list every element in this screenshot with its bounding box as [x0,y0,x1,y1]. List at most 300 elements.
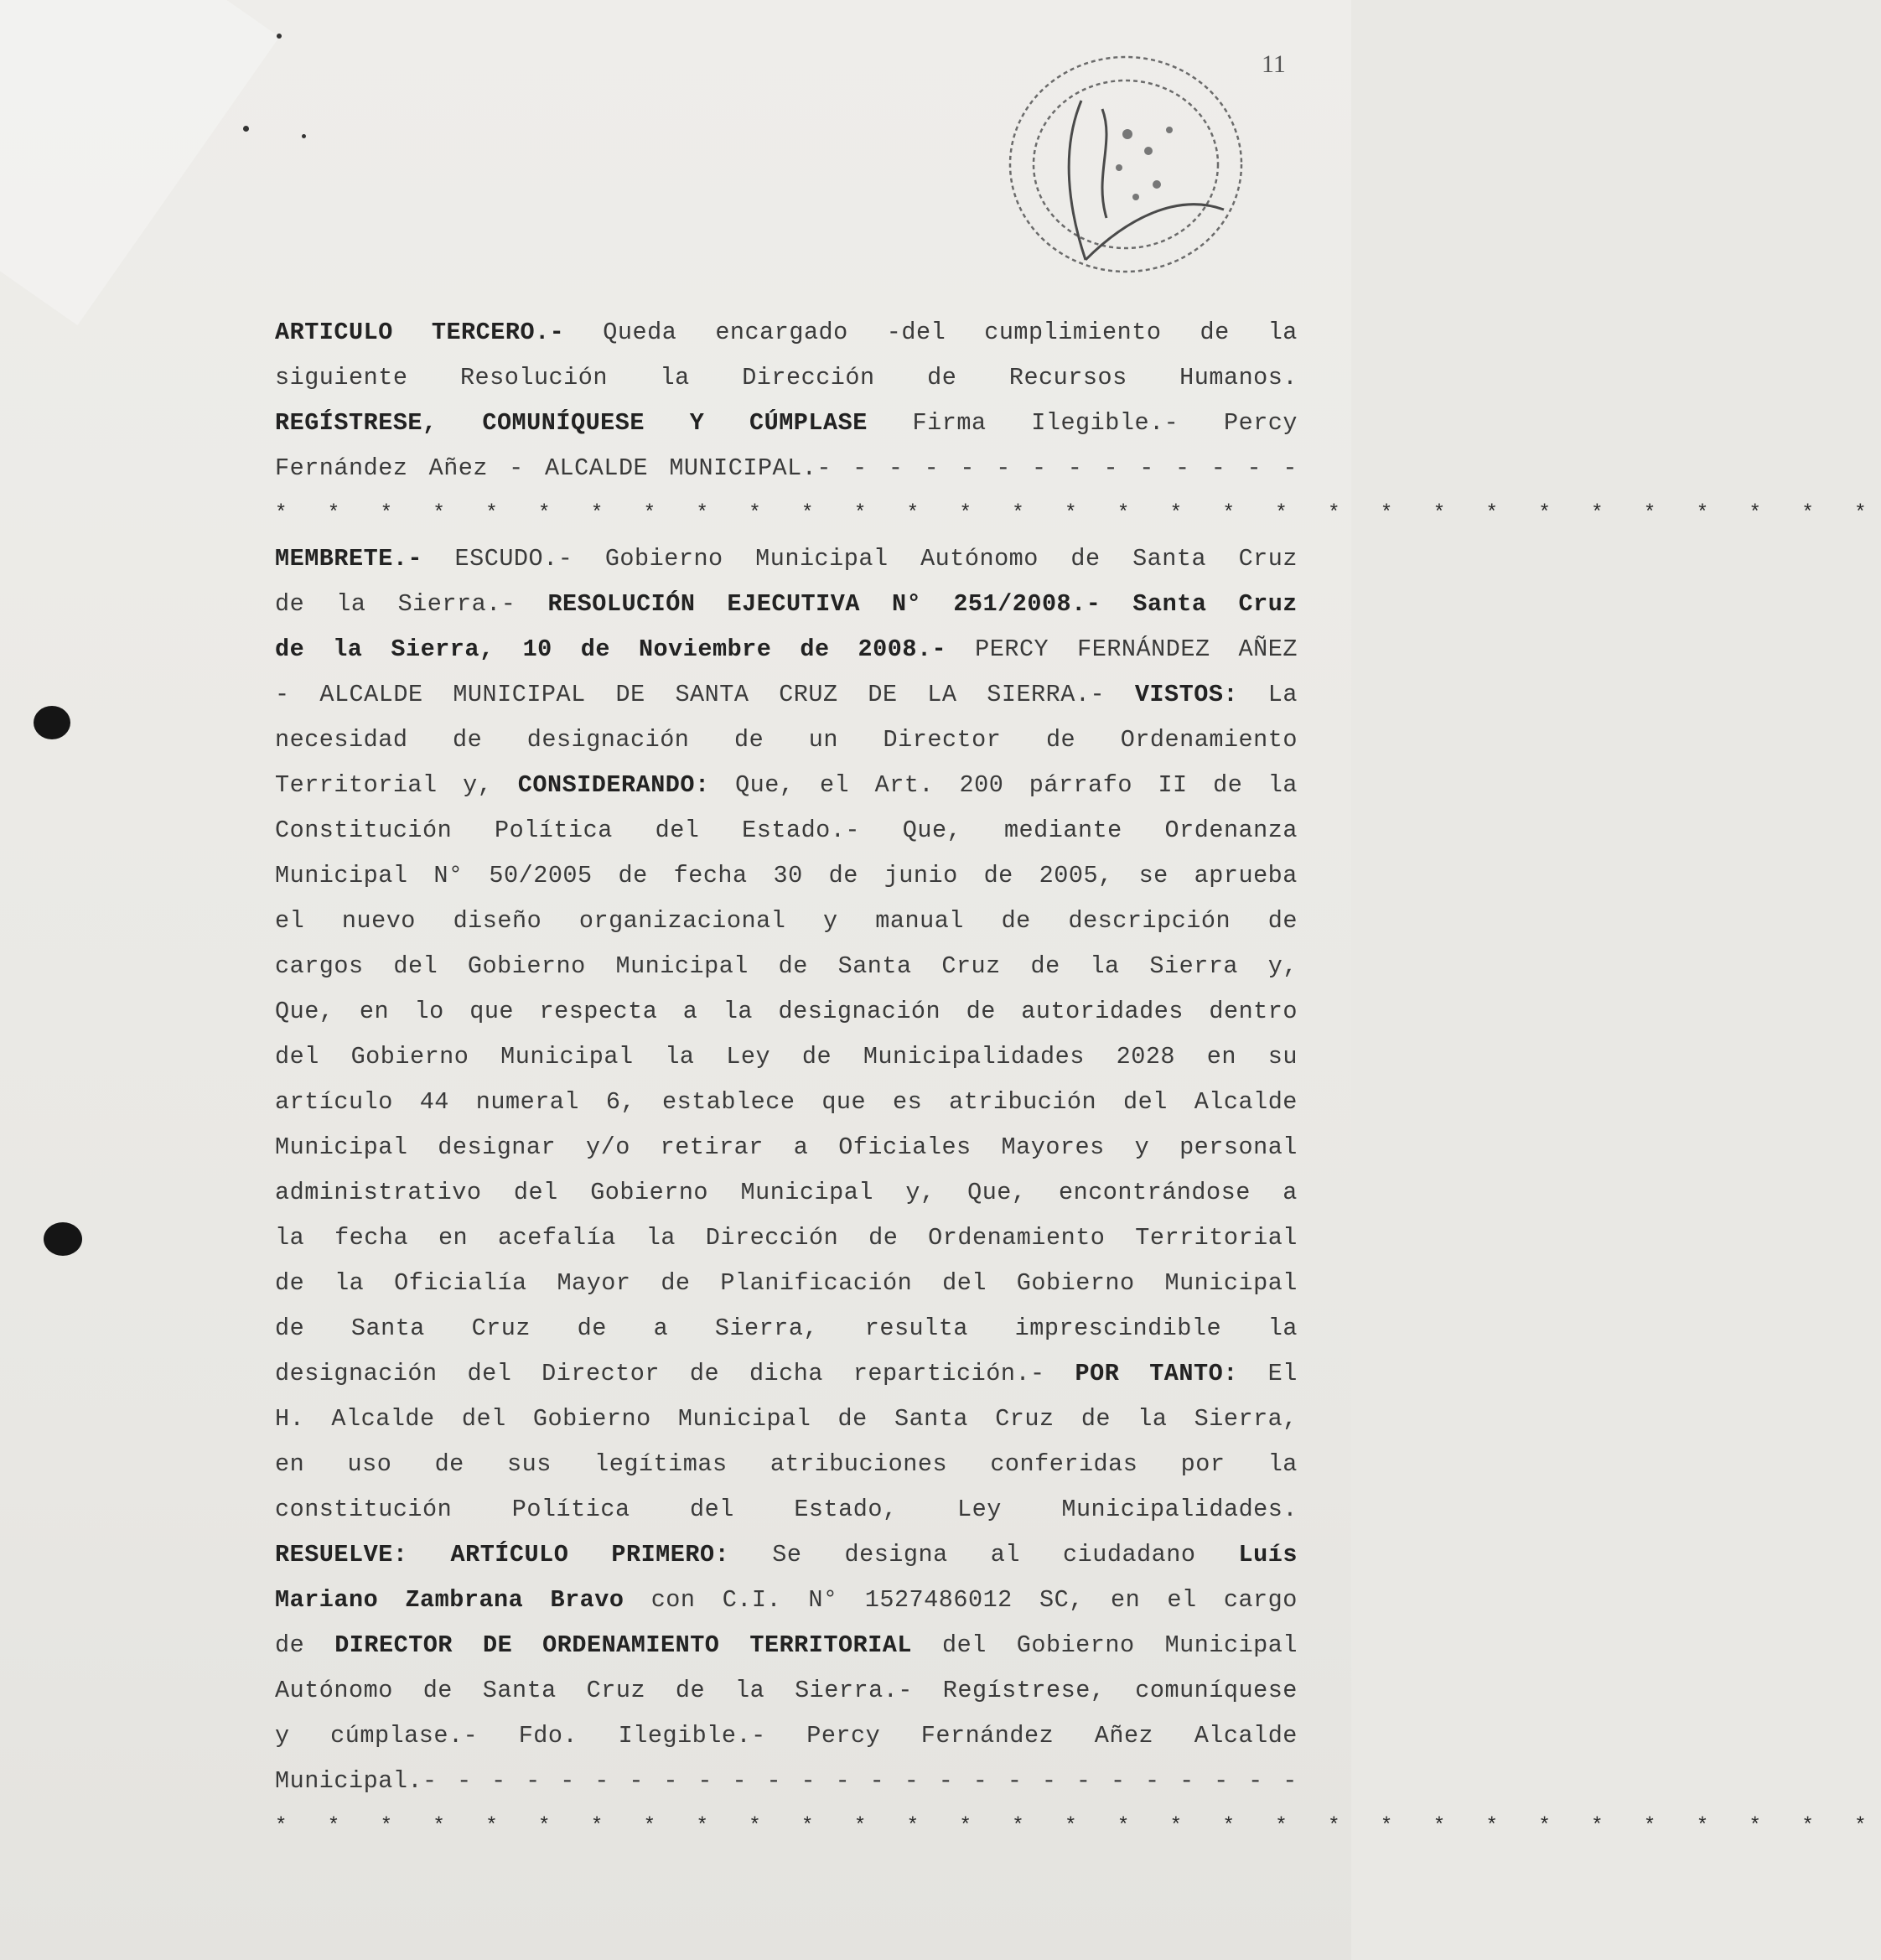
word: Añez [428,454,489,482]
word: con [650,1586,696,1614]
text-line [275,1306,1298,1351]
word: CRUZ [779,681,838,708]
word: MUNICIPAL [453,681,586,708]
word: la [334,1269,365,1297]
word: - [852,454,868,482]
word: del [393,952,438,980]
word: cargos [275,952,364,980]
word: TERRITORIAL [749,1631,913,1659]
word: ESCUDO.- [454,545,573,573]
text-line [275,537,1298,582]
word: - [1179,1767,1194,1795]
word: Dirección [742,364,875,391]
word: aprueba [1194,862,1298,889]
word: ALCALDE [544,454,649,482]
word: Santa [1132,590,1207,618]
word: párrafo [1029,771,1132,799]
word: la [665,1043,695,1071]
word: la [1267,771,1298,799]
word: comuníquese [1135,1677,1298,1704]
word: Fdo. [518,1722,578,1750]
word: Queda [603,319,677,346]
word: Que, [902,817,962,844]
word: EJECUTIVA [727,590,860,618]
word: retirar [660,1133,764,1161]
word: Sierra, [391,635,495,663]
word: Santa [894,1405,968,1433]
text-line [275,1714,1298,1759]
word: de [1045,726,1076,754]
word: de [1080,1405,1112,1433]
word: - [1103,454,1119,482]
text-line [275,1080,1298,1125]
word: del [655,817,700,844]
word: 251/2008.- [953,590,1101,618]
word: Mariano [275,1586,379,1614]
word: H. [275,1405,305,1433]
word: de [1030,952,1060,980]
word: de [275,1314,305,1342]
text-line [275,1623,1298,1668]
word: 2008.- [858,635,947,663]
word: de [689,1360,720,1387]
word: del [467,1360,512,1387]
word: TERCERO.- [431,319,565,346]
word: en [1111,1586,1141,1614]
text-line [275,989,1298,1034]
word: 50/2005 [489,862,593,889]
word: Municipal [615,952,749,980]
word: Director [542,1360,660,1387]
word: Santa [1132,545,1207,573]
word: - [457,1767,472,1795]
word: ARTÍCULO [450,1541,569,1569]
word: Noviembre [638,635,772,663]
word: - [275,681,290,708]
word: 10 [522,635,552,663]
word: - [697,1767,713,1795]
text-line [275,401,1298,446]
word: DIRECTOR [334,1631,453,1659]
word: - [560,1767,575,1795]
word: - [732,1767,748,1795]
word: Que, [735,771,795,799]
word: - [835,1767,851,1795]
word: autoridades [1021,998,1184,1025]
word: del [461,1405,506,1433]
word: que [821,1088,867,1116]
word: Municipalidades [863,1043,1085,1071]
text-line [275,1532,1298,1578]
word: Percy [1223,409,1298,437]
word: Dirección [705,1224,839,1252]
word: - [1007,1767,1023,1795]
word: - [888,454,904,482]
word: Gobierno [590,1179,709,1206]
word: la [275,1224,305,1252]
word: 6, [605,1088,636,1116]
word: Sierra, [1194,1405,1298,1433]
word: Regístrese, [942,1677,1106,1704]
word: de [675,1677,706,1704]
word: de [801,1043,832,1071]
word: Estado, [794,1496,898,1523]
text-line [275,672,1298,718]
word: Recursos [1008,364,1127,391]
word: - [526,1767,541,1795]
text-line [275,1216,1298,1261]
word: de [453,726,483,754]
word: de [618,862,648,889]
word: Cruz [995,1405,1054,1433]
word: de [800,635,830,663]
word: Alcalde [331,1405,435,1433]
word: de [422,1677,453,1704]
word: PRIMERO: [611,1541,730,1569]
word: de [1267,907,1298,935]
word: dentro [1209,998,1298,1025]
word: - [594,1767,609,1795]
word: Ilegible.- [1031,409,1179,437]
word: Y [689,409,705,437]
word: la [1267,1450,1298,1478]
word: imprescindible [1014,1314,1222,1342]
word: Oficiales [838,1133,972,1161]
word: - [1041,1767,1057,1795]
word: designa [844,1541,948,1569]
text-line [275,446,1298,491]
word: Resolución [459,364,608,391]
word: legítimas [594,1450,728,1478]
word: Política [495,817,613,844]
word: mediante [1003,817,1122,844]
word: cúmplase.- [330,1722,479,1750]
word: Director [883,726,1002,754]
word: al [990,1541,1020,1569]
text-line [275,1487,1298,1532]
word: de [733,726,764,754]
word: la [1267,1314,1298,1342]
word: Ordenamiento [928,1224,1106,1252]
text-line [275,1034,1298,1080]
word: Municipal [755,545,889,573]
text-line [275,763,1298,808]
word: ALCALDE [319,681,423,708]
text-line [275,1578,1298,1623]
word: - [1282,454,1298,482]
word: la [1137,1405,1168,1433]
text-line [275,1351,1298,1397]
word: a [1282,1179,1298,1206]
word: Municipal.- [275,1767,438,1795]
resolution-body-text [275,310,1881,1849]
word: Santa [350,1314,425,1342]
word: Luís [1238,1541,1298,1569]
text-line [275,1668,1298,1714]
word: Planificación [720,1269,913,1297]
asterisk-separator: * * * * * * * * * * * * * * * * * * * * * * * * * * * * * * * [275,1815,1881,1838]
word: necesidad [275,726,408,754]
word: Que, [967,1179,1027,1206]
word: Ilegible.- [618,1722,766,1750]
word: encontrándose [1058,1179,1251,1206]
word: RESUELVE: [275,1541,408,1569]
word: Ordenamiento [1120,726,1298,754]
word: Municipal [1164,1269,1298,1297]
word: N° [808,1586,838,1614]
word: en [275,1450,305,1478]
text-line [275,808,1298,853]
word: manual [875,907,964,935]
ink-speck [243,126,249,132]
text-line [275,1170,1298,1216]
word: la [660,364,690,391]
word: y, [905,1179,935,1206]
word: AÑEZ [1238,635,1298,663]
word: - [1248,1767,1263,1795]
word: un [808,726,838,754]
word: Art. [874,771,935,799]
word: constitución [275,1496,453,1523]
word: COMUNÍQUESE [482,409,645,437]
word: Humanos. [1179,364,1298,391]
word: designar [438,1133,557,1161]
word: Municipal [677,1405,811,1433]
word: y/o [585,1133,630,1161]
word: establece [662,1088,795,1116]
word: del [690,1496,734,1523]
word: Sierra.- [795,1677,913,1704]
word: el [819,771,850,799]
asterisk-separator: * * * * * * * * * * * * * * * * * * * * * * * * * * * * * * * [275,502,1881,525]
official-seal-stamp-icon [1002,50,1245,277]
word: 2028 [1116,1043,1176,1071]
word: Añez [1094,1722,1154,1750]
word: cargo [1223,1586,1298,1614]
word: y, [1267,952,1298,980]
word: Territorial [1135,1224,1298,1252]
word: -del [886,319,946,346]
text-line [275,1261,1298,1306]
word: - [1110,1767,1126,1795]
word: SC, [1039,1586,1084,1614]
word: - [1067,454,1083,482]
word: de [275,635,305,663]
word: Municipal [500,1043,634,1071]
word: siguiente [275,364,408,391]
word: se [1138,862,1168,889]
word: Santa [837,952,912,980]
word: la [723,998,754,1025]
word: DE [615,681,645,708]
word: lo [414,998,444,1025]
text-line [275,1125,1298,1170]
word: SANTA [675,681,749,708]
word: de [1213,771,1243,799]
word: y, [463,771,493,799]
word: - [509,454,524,482]
word: - [924,454,940,482]
word: designación [275,1360,438,1387]
word: Gobierno [532,1405,651,1433]
word: y [823,907,838,935]
word: de [868,1224,899,1252]
word: la [1090,952,1120,980]
word: La [1267,681,1298,708]
word: CÚMPLASE [749,409,868,437]
word: Cruz [471,1314,531,1342]
word: - [938,1767,954,1795]
word: fecha [673,862,748,889]
word: dicha [749,1360,823,1387]
word: Autónomo [920,545,1039,573]
word: cumplimiento [984,319,1162,346]
word: 30 [773,862,803,889]
word: - [663,1767,678,1795]
word: N° [433,862,464,889]
word: el [275,907,305,935]
word: Constitución [275,817,453,844]
word: 2005, [1039,862,1113,889]
word: - [1282,1767,1298,1795]
word: nuevo [341,907,416,935]
word: 1527486012 [864,1586,1013,1614]
word: Ley [957,1496,1002,1523]
word: Sierra [1149,952,1239,980]
word: Gobierno [604,545,723,573]
word: Alcalde [1194,1088,1298,1116]
text-line [275,1397,1298,1442]
word: de [983,862,1013,889]
word: Municipal [275,1133,408,1161]
word: encargado [715,319,848,346]
word: - [491,1767,506,1795]
word: RESOLUCIÓN [547,590,696,618]
word: Cruz [1238,545,1298,573]
word: - [869,1767,885,1795]
word: Gobierno [467,952,586,980]
word: 44 [419,1088,449,1116]
word: - [904,1767,920,1795]
text-line [275,853,1298,899]
word: N° [892,590,922,618]
word: Bravo [550,1586,624,1614]
binder-hole [44,1222,82,1256]
word: Fernández [275,454,408,482]
text-line [275,1759,1298,1804]
word: de [661,1269,691,1297]
word: su [1267,1043,1298,1071]
word: DE [482,1631,513,1659]
word: Alcalde [1194,1722,1298,1750]
word: PERCY [975,635,1049,663]
word: del [941,1631,987,1659]
word: de [778,952,808,980]
word: uso [347,1450,392,1478]
word: TANTO: [1149,1360,1238,1387]
word: Oficialía [394,1269,527,1297]
word: de [275,1631,305,1659]
text-line [275,310,1298,355]
word: del [275,1043,319,1071]
word: FERNÁNDEZ [1077,635,1210,663]
word: conferidas [990,1450,1138,1478]
text-line [275,355,1298,401]
word: ciudadano [1063,1541,1196,1569]
word: POR [1075,1360,1120,1387]
word: MUNICIPAL.- [669,454,832,482]
word: a [653,1314,669,1342]
word: la [645,1224,676,1252]
word: CONSIDERANDO: [517,771,710,799]
word: designación [526,726,690,754]
word: Cruz [1238,590,1298,618]
word: VISTOS: [1134,681,1239,708]
word: DE [868,681,898,708]
word: fecha [334,1224,409,1252]
word: Autónomo [275,1677,393,1704]
page-number: 11 [1262,50,1286,78]
word: atribuciones [770,1450,948,1478]
word: - [1139,454,1154,482]
word: Percy [806,1722,881,1750]
word: en [438,1224,469,1252]
page-fold-shadow [0,0,279,325]
word: de [966,998,996,1025]
word: es [893,1088,923,1116]
word: numeral [475,1088,580,1116]
word: Que, [275,998,334,1025]
word: de [927,364,957,391]
word: - [1214,1767,1229,1795]
word: respecta [539,998,658,1025]
word: de [837,1405,868,1433]
binder-hole [34,706,70,739]
word: de [434,1450,464,1478]
word: - [1145,1767,1160,1795]
word: personal [1179,1133,1298,1161]
word: en [1206,1043,1237,1071]
word: junio [884,862,958,889]
word: Zambrana [405,1586,524,1614]
word: artículo [275,1088,393,1116]
word: - [960,454,976,482]
word: Gobierno [1016,1631,1135,1659]
word: Sierra, [714,1314,819,1342]
word: a [682,998,698,1025]
word: Cruz [586,1677,646,1704]
text-line [275,1442,1298,1487]
word: atribución [949,1088,1097,1116]
word: a [793,1133,809,1161]
word: - [1031,454,1047,482]
word: de [1001,907,1031,935]
word: - [766,1767,782,1795]
text-line [275,944,1298,989]
word: El [1267,1360,1298,1387]
word: - [996,454,1011,482]
word: Mayor [557,1269,631,1297]
word: - [801,1767,816,1795]
ink-speck [302,134,306,138]
word: y [1134,1133,1150,1161]
word: - [1075,1767,1091,1795]
word: - [1175,454,1190,482]
word: acefalía [498,1224,616,1252]
word: Política [511,1496,630,1523]
word: II [1158,771,1188,799]
word: - [629,1767,644,1795]
